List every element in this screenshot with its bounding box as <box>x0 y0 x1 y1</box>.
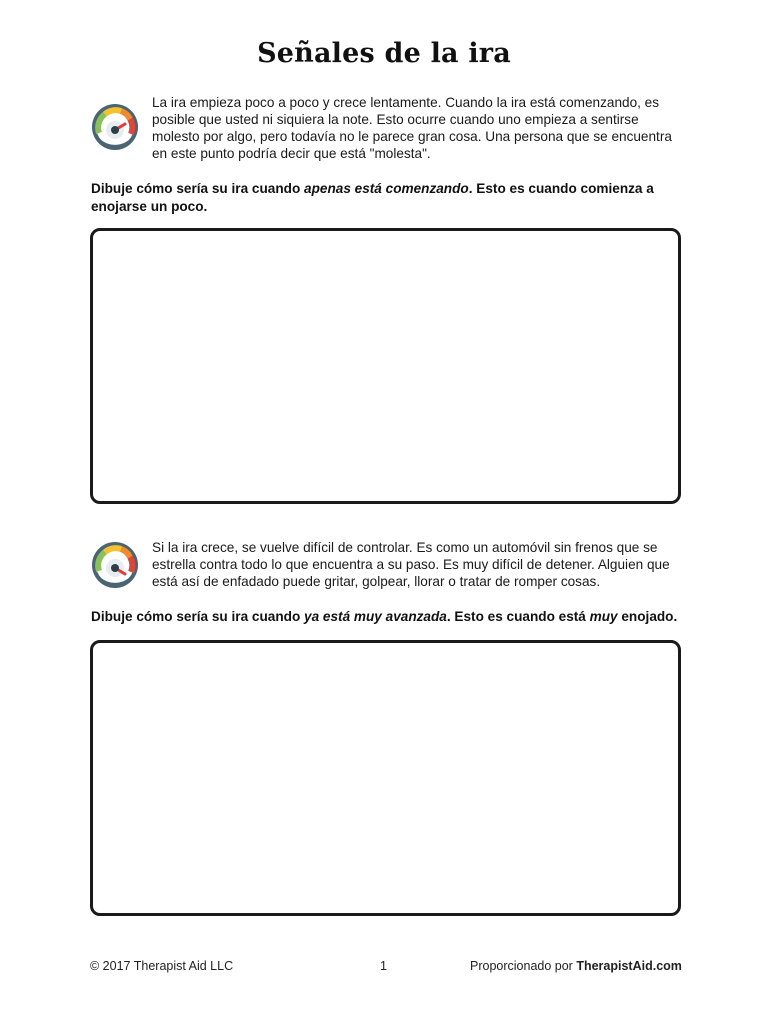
drawing-area-advanced[interactable] <box>90 640 681 916</box>
prompt-text: enojado. <box>617 609 678 624</box>
prompt-text: . Esto es cuando está <box>446 609 590 624</box>
prompt-emphasis: ya está muy avanzada <box>304 609 447 624</box>
drawing-prompt-advanced <box>91 608 681 626</box>
prompt-emphasis: apenas está comenzando <box>304 181 469 196</box>
prompt-emphasis: muy <box>589 609 618 624</box>
footer-brand: TherapistAid.com <box>576 959 682 973</box>
prompt-text: Dibuje cómo sería su ira cuando <box>91 609 305 624</box>
footer-provided-label: Proporcionado por <box>470 959 577 973</box>
intro-text-advanced: Si la ira crece, se vuelve difícil de controlar. Es como un automóvil sin frenos que se estrella contra todo lo que encuentra a su paso. Es muy difícil de detener. Alguien que está así de enfadado puede gritar, golpear, llorar o tratar de romper cosas. <box>152 540 670 589</box>
prompt-text: . Esto es cuando comienza a enojarse un poco. <box>91 181 654 214</box>
prompt-text: Dibuje cómo sería su ira cuando <box>91 181 305 196</box>
drawing-prompt-beginning <box>91 180 681 216</box>
footer-page-number: 1 <box>380 959 387 973</box>
page-title: Señales de la ira <box>257 38 511 69</box>
footer-provided-by <box>470 959 682 973</box>
drawing-area-beginning[interactable] <box>90 228 681 504</box>
intro-text-beginning: La ira empieza poco a poco y crece lentamente. Cuando la ira está comenzando, es posible que usted ni siquiera la note. Esto ocurre cuando uno empieza a sentirse molesto por algo, pero todavía no le parece gran cosa. Una persona que se encuentra en este punto podría decir que está "molesta". <box>152 95 672 161</box>
speedometer-high-icon <box>91 541 139 589</box>
footer-copyright: © 2017 Therapist Aid LLC <box>90 959 234 973</box>
speedometer-low-icon <box>91 103 139 151</box>
